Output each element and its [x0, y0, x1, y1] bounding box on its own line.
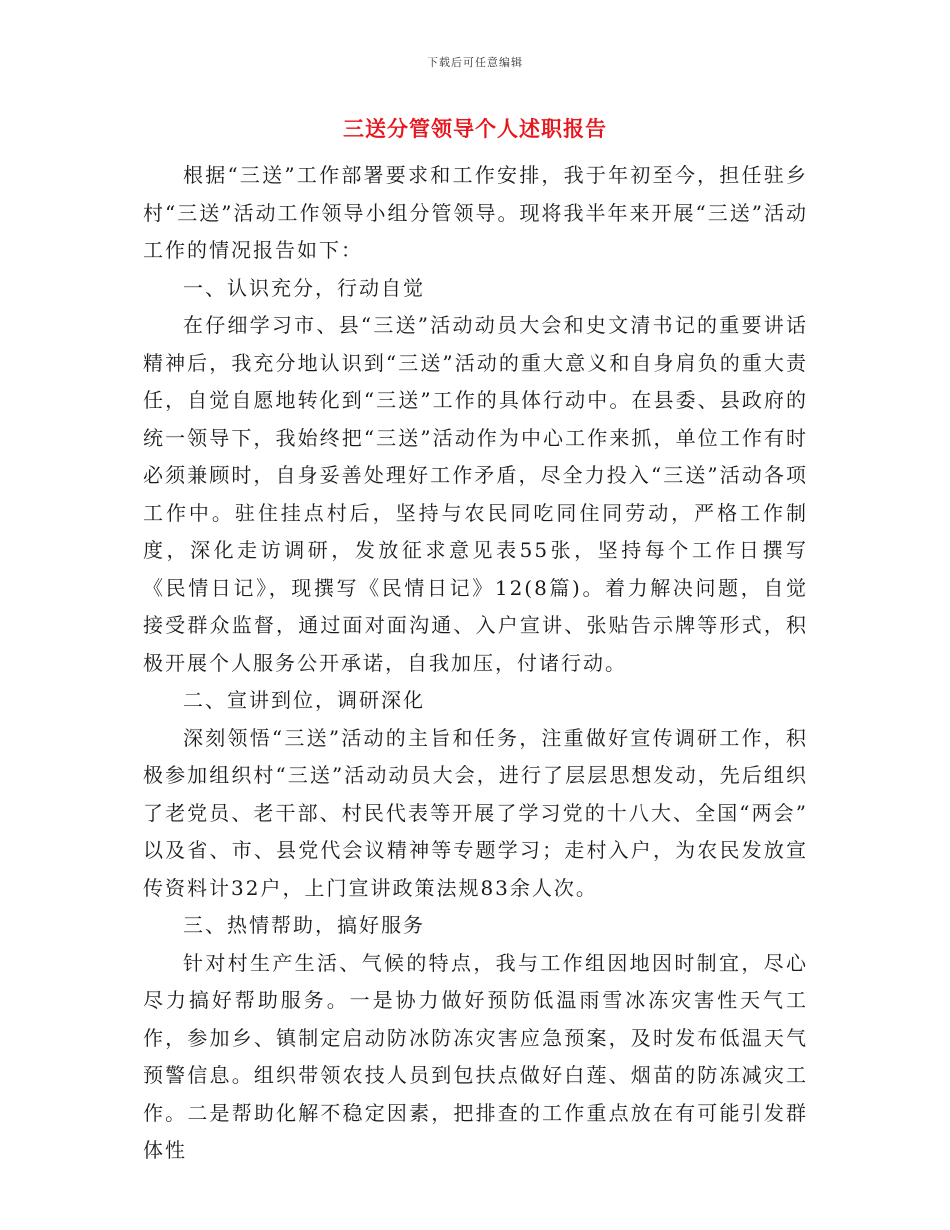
intro-paragraph: 根据“三送”工作部署要求和工作安排，我于年初至今，担任驻乡村“三送”活动工作领导小组分管领导。现将我半年来开展“三送”活动工作的情况报告如下： — [143, 163, 808, 262]
section-1-paragraph: 在仔细学习市、县“三送”活动动员大会和史文清书记的重要讲话精神后，我充分地认识到“三送”活动的重大意义和自身肩负的重大责任，自觉自愿地转化到“三送”工作的具体行动中。在县委、县政府的统一领导下，我始终把“三送”活动作为中心工作来抓，单位工作有时必须兼顾时，自身妥善处理好工作矛盾，尽全力投入“三送”活动各项工作中。驻住挂点村后，坚持与农民同吃同住同劳动，严格工作制度，深化走访调研，发放征求意见表55张，坚持每个工作日撰写《民情日记》，现撰写《民情日记》12(8篇)。着力解决问题，自觉接受群众监督，通过面对面沟通、入户宣讲、张贴告示牌等形式，积极开展个人服务公开承诺，自我加压，付诸行动。 — [143, 313, 808, 675]
section-2-heading: 二、宣讲到位，调研深化 — [183, 688, 425, 712]
section-2-paragraph: 深刻领悟“三送”活动的主旨和任务，注重做好宣传调研工作，积极参加组织村“三送”活动动员大会，进行了层层思想发动，先后组织了老党员、老干部、村民代表等开展了学习党的十八大、全国“两会” 以及省、市、县党代会议精神等专题学习；走村入户，为农民发放宣传资料计32户，上门宣讲政策法规83余人次。 — [143, 725, 808, 900]
document-body — [143, 157, 808, 1170]
section-3-paragraph: 针对村生产生活、气候的特点，我与工作组因地因时制宜，尽心尽力搞好帮助服务。一是协力做好预防低温雨雪冰冻灾害性天气工作，参加乡、镇制定启动防冰防冻灾害应急预案，及时发布低温天气预警信息。组织带领农技人员到包扶点做好白莲、烟苗的防冻减灾工作。二是帮助化解不稳定因素，把排查的工作重点放在有可能引发群体性 — [143, 950, 808, 1162]
page-header: 下载后可任意编辑 — [427, 56, 523, 69]
document-title: 三送分管领导个人述职报告 — [343, 116, 607, 141]
section-1-heading: 一、认识充分，行动自觉 — [183, 275, 425, 300]
section-3-heading: 三、热情帮助，搞好服务 — [183, 913, 425, 937]
